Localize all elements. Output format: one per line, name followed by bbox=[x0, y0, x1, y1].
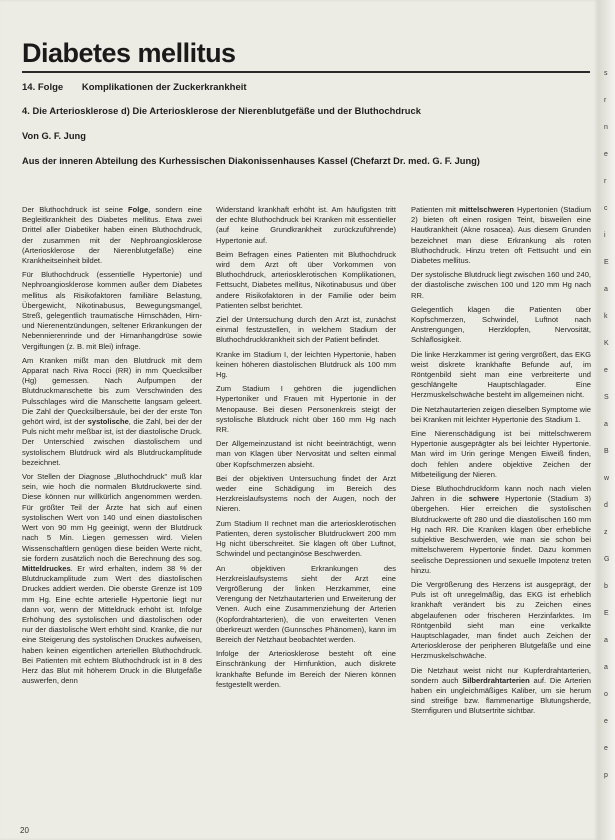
paragraph-text: Für Bluthochdruck (essentielle Hypertonie) und Nephroangiosklerose kommen außer dem Diabetes mellitus als Risikofaktoren familiäre Belastung, Übergewicht, Nikotinabusus, Bewegungsmangel, Streß, gelegentlich traumatische Hirnschäden, Hirn- und Nierenentzündungen, seltener Erkrankungen der Nebennierenrinde und der Hirnanhangdrüse sowie Vergiftungen (z. B. mit Blei) infrage. bbox=[22, 270, 202, 351]
paragraph-text: Am Kranken mißt man den Blutdruck mit dem Apparat nach Riva Rocci (RR) in mm Quecksilber (Hg) gemessen. Nach Aufpumpen der Blutdruckmanschette bis zum Verschwinden des Pulsschlages wird die Manschette langsam geleert. Die Zahl der Quecksilbersäule, bei der der erste Ton gehört wird, ist der bbox=[22, 355, 202, 427]
article-title: Diabetes mellitus bbox=[22, 38, 236, 68]
emphasis-text: schwere bbox=[468, 494, 499, 504]
edge-letter: r bbox=[604, 97, 607, 104]
edge-letter: e bbox=[604, 745, 608, 752]
paragraph bbox=[216, 439, 396, 470]
paragraph-text: Beim Befragen eines Patienten mit Bluthochdruck wird dem Arzt oft über Vorkommen von Bluthochdruck, arteriosklerotischen Komplikationen, Fettsucht, Diabetes mellitus, Nikotinabusus und über andere Risikofaktoren in der Familie oder beim Patienten selbst berichtet. bbox=[216, 249, 396, 310]
paragraph-text: Bei der objektiven Untersuchung findet der Arzt weder eine Schädigung im Bereich des Herzkreislaufsystems noch der Augen, noch der Nieren. bbox=[216, 473, 396, 514]
paragraph bbox=[216, 250, 396, 311]
author-line: Von G. F. Jung bbox=[22, 131, 86, 141]
edge-letter: a bbox=[604, 664, 608, 671]
paragraph-text: Patienten mit bbox=[411, 205, 460, 214]
emphasis-text: systolische bbox=[87, 417, 129, 427]
paragraph-text: . Er wird erhalten, indem 38 % der Blutdruckamplitude zum Wert des diastolischen Druckes addiert werden. Die oberste Grenze ist 109 mm Hg. Eine echte arterielle Hypertonie liegt nur dann vor, wenn der Mitteldruck erhöht ist. Infolge Erhöhung des systolischen und diastolischen oder nur der diastolische Wert erhöht sind. Kranke, die nur eine Steigerung des systolischen Druckes aufweisen, haben keinen eigentlichen arteriellen Bluthochdruck. Bei Patienten mit echtem Bluthochdruck ist in 8 des Herz das Blut mit höherem Druck in die Blutgefäße auswerfen, denn bbox=[22, 563, 202, 686]
text-column-1 bbox=[22, 205, 202, 690]
paragraph bbox=[411, 484, 591, 576]
paragraph-text: Eine Nierenschädigung ist bei mittelschwerem Hypertonie ausgeprägter als bei leichter Hypertonie. Man wird im Urin geringe Mengen Eiweiß finden, doch fehlen andere objektive Zeichen der Mitbeteiligung der Nieren. bbox=[411, 429, 591, 479]
paragraph-text: Zum Stadium II rechnet man die arteriosklerotischen Patienten, deren systolischer Blutdruckwert 200 mm Hg nicht überschreitet. Sie klagen oft über Luftnot, Schwindel und pectanginöse Beschwerden. bbox=[216, 518, 396, 559]
paragraph-text: Der Bluthochdruck ist seine bbox=[22, 205, 129, 214]
edge-letter: k bbox=[604, 313, 608, 320]
edge-letter: G bbox=[604, 556, 610, 563]
paragraph bbox=[216, 350, 396, 381]
paragraph-text: Die Netzhaut weist nicht nur Kupferdrahtarterien, sondern auch bbox=[411, 665, 591, 685]
paragraph-text: Der systolische Blutdruck liegt zwischen 160 und 240, der diastolische zwischen 100 und 120 mm Hg nach RR. bbox=[411, 270, 591, 300]
paragraph bbox=[411, 350, 591, 401]
edge-letter: B bbox=[604, 448, 609, 455]
paragraph-text: , sondern eine Begleitkrankheit des Diabetes mellitus. Etwa zwei Drittel aller Diabetiker haben einen Bluthochdruck, der zusammen mit der Nephroangiosklerose (Arteriosklerose der Nierenblutgefäße) eine Krankheitseinheit bildet. bbox=[22, 205, 202, 266]
title-rule bbox=[22, 71, 590, 73]
edge-letter: e bbox=[604, 718, 608, 725]
series-number: 14. Folge bbox=[22, 82, 64, 93]
paragraph-text: , die Zahl, bei der der Puls nicht mehr meßbar ist, ist der diastolische Druck. Der Unterschied zwischen diastolischem und systolischem Blutdruck wird als Blutdruckamplitude bezeichnet. bbox=[22, 417, 202, 467]
paragraph-text: Die Netzhautarterien zeigen dieselben Symptome wie bei Kranken mit leichter Hypertonie des Stadium 1. bbox=[411, 404, 591, 424]
edge-letter: w bbox=[604, 475, 610, 482]
paragraph-text: Infolge der Arteriosklerose besteht oft eine Einschränkung der Hirnfunktion, auch diskrete krankhafte Befunde im Bereich der Nieren können festgestellt werden. bbox=[216, 649, 396, 689]
edge-letter: p bbox=[604, 772, 608, 779]
edge-letter: o bbox=[604, 691, 608, 698]
edge-letter: e bbox=[604, 151, 608, 158]
edge-letter: z bbox=[604, 529, 608, 536]
paragraph-text: Zum Stadium I gehören die jugendlichen Hypertoniker und Frauen mit Hypertonie in der Menopause. Bei diesen Personenkreis steigt der systolische Blutdruck nicht über 160 mm Hg nach RR. bbox=[216, 384, 396, 435]
paragraph-text: Der Allgemeinzustand ist nicht beeinträchtigt, wenn man von Klagen über Nervosität und selten einmal über Kopfschmerzen absieht. bbox=[216, 439, 396, 469]
edge-letter: d bbox=[604, 502, 608, 509]
text-column-2 bbox=[216, 205, 396, 694]
edge-letter: e bbox=[604, 367, 608, 374]
paragraph-text: Hypertonie (Stadium 3) übergehen. Hier erreichen die systolischen Blutdruckwerte oft 280 und die diastolischen 160 mm Hg nach RR. Die Kranken klagen über erhebliche subjektive Beschwerden, wie man sie schon bei mittelschwerem Hypertonie findet. Dazu kommen seelische Depressionen und sexuelle Impotenz treten hinzu. bbox=[411, 494, 592, 575]
paragraph bbox=[216, 205, 396, 246]
paragraph-text: Diese Bluthochdruckform kann noch nach vielen Jahren in die bbox=[411, 484, 591, 504]
edge-letter: K bbox=[604, 340, 609, 347]
paragraph-text: auf. Die Arterien haben ein ungleichmäßiges Kaliber, um sie herum sind streifige bzw. flammenartige Blutungsherde, Sternfiguren und Blutsertrite sichtbar. bbox=[411, 675, 591, 716]
edge-letter: a bbox=[604, 637, 608, 644]
paragraph bbox=[411, 580, 591, 662]
paragraph bbox=[22, 472, 202, 686]
emphasis-text: Silberdrahtarterien bbox=[462, 675, 530, 685]
series-line bbox=[22, 82, 247, 93]
paragraph bbox=[411, 429, 591, 480]
affiliation-line: Aus der inneren Abteilung des Kurhessischen Diakonissenhauses Kassel (Chefarzt Dr. med. G. F. Jung) bbox=[22, 156, 480, 166]
edge-letter: b bbox=[604, 583, 608, 590]
paragraph-text: Gelegentlich klagen die Patienten über Kopfschmerzen, Schwindel, Luftnot nach Anstrengungen, Herzklopfen, Nervosität, Schlaflosigkeit. bbox=[411, 304, 591, 345]
paragraph-text: An objektiven Erkrankungen des Herzkreislaufsystems sieht der Arzt eine Vergrößerung der linken Herzkammer, eine Verengung der Netzhautarterien und Erweiterung der Venen. Auch eine Zusammenziehung der Arterien (Kopfordrahtarterien), die von erweiterten Venen überkreuzt werden (Gunnsches Phänomen), kann im Bereich der Netzhaut beobachtet werden. bbox=[216, 563, 396, 644]
paragraph bbox=[216, 474, 396, 515]
paragraph-text: Die Vergrößerung des Herzens ist ausgeprägt, der Puls ist oft unregelmäßig, das EKG ist erheblich krankhaft verändert bis zu Zeichen eines abgelaufenen oder frischeren Herzinfarktes. Im Röntgenbild sieht man eine verkalkte Hauptschlagader, man findet auch Zeichen der Arteriosklerose der peripheren Blutgefäße und eine Herzmuskelschwäche. bbox=[411, 579, 591, 661]
edge-letter: c bbox=[604, 205, 608, 212]
paragraph-text: Kranke im Stadium I, der leichten Hypertonie, haben keinen höheren diastolischen Blutdruck als 100 mm Hg. bbox=[216, 349, 396, 380]
paragraph bbox=[216, 649, 396, 690]
paragraph bbox=[22, 205, 202, 266]
edge-letter: E bbox=[604, 610, 609, 617]
emphasis-text: Folge bbox=[128, 205, 149, 214]
paragraph bbox=[22, 270, 202, 352]
edge-letter: r bbox=[604, 178, 607, 185]
edge-letter: a bbox=[604, 421, 608, 428]
adjacent-page-edge bbox=[598, 0, 615, 840]
paragraph bbox=[216, 564, 396, 646]
paragraph bbox=[216, 315, 396, 346]
edge-letter: i bbox=[604, 232, 606, 239]
paragraph bbox=[411, 305, 591, 346]
paragraph bbox=[22, 356, 202, 468]
edge-letter: E bbox=[604, 259, 609, 266]
paragraph-text: Hypertonien (Stadium 2) bieten oft einen rosigen Teint, bisweilen eine Hautkrankheit (Akne rosacea). Aus diesem Grunden bezeichnet man diese Erkrankung als roten Bluthochdruck. Hinzu treten oft Fettsucht und ein Diabetes mellitus. bbox=[411, 205, 591, 266]
paragraph-text: Vor Stellen der Diagnose „Bluthochdruck" muß klar sein, wie hoch die normalen Blutdruckwerte sind. Diese können nur willkürlich angenommen werden. Für größter Teil der Ärzte hat sich auf einen systolischen Wert von 140 und einen diastolischen Wert von 90 mm Hg geeinigt, wenn der Blutdruck nach 5 Min. Liegen gemessen wird. Vielen Wissenschaftlern genügen diese beiden Werte nicht, sie fordern zusätzlich noch die Berechnung des sog. bbox=[22, 472, 202, 563]
emphasis-text: mittelschweren bbox=[459, 205, 514, 214]
edge-letter: S bbox=[604, 394, 609, 401]
paragraph-text: Ziel der Untersuchung durch den Arzt ist, zunächst einmal festzustellen, in welchem Stadium der Bluthochdruckkrankheit sich der Patient befindet. bbox=[216, 315, 396, 345]
paragraph bbox=[411, 405, 591, 425]
paragraph bbox=[411, 270, 591, 301]
emphasis-text: Mitteldruckes bbox=[22, 563, 71, 573]
paragraph bbox=[216, 384, 396, 435]
edge-letter: n bbox=[604, 124, 608, 131]
paragraph bbox=[411, 666, 591, 717]
paragraph bbox=[216, 519, 396, 560]
text-column-3 bbox=[411, 205, 591, 721]
edge-letter: s bbox=[604, 70, 608, 77]
paragraph bbox=[411, 205, 591, 266]
edge-letter: a bbox=[604, 286, 608, 293]
series-title: Komplikationen der Zuckerkrankheit bbox=[81, 82, 247, 93]
article-subtitle: 4. Die Arteriosklerose d) Die Arteriosklerose der Nierenblutgefäße und der Bluthochdruck bbox=[22, 106, 421, 116]
paragraph-text: Widerstand krankhaft erhöht ist. Am häufigsten tritt der echte Bluthochdruck bei Kranken mit essentieller (auf keine Grundkrankheit zurückzuführende) Hypertonie auf. bbox=[216, 205, 396, 245]
page-number: 20 bbox=[20, 826, 29, 835]
paragraph-text: Die linke Herzkammer ist gering vergrößert, das EKG weist diskrete krankhafte Befunde auf, im Röntgenbild sieht man eine verbreiterte und geschlängelte Hauptschlagader. Eine Herzmuskelschwäche besteht im allgemeinen nicht. bbox=[411, 349, 591, 400]
